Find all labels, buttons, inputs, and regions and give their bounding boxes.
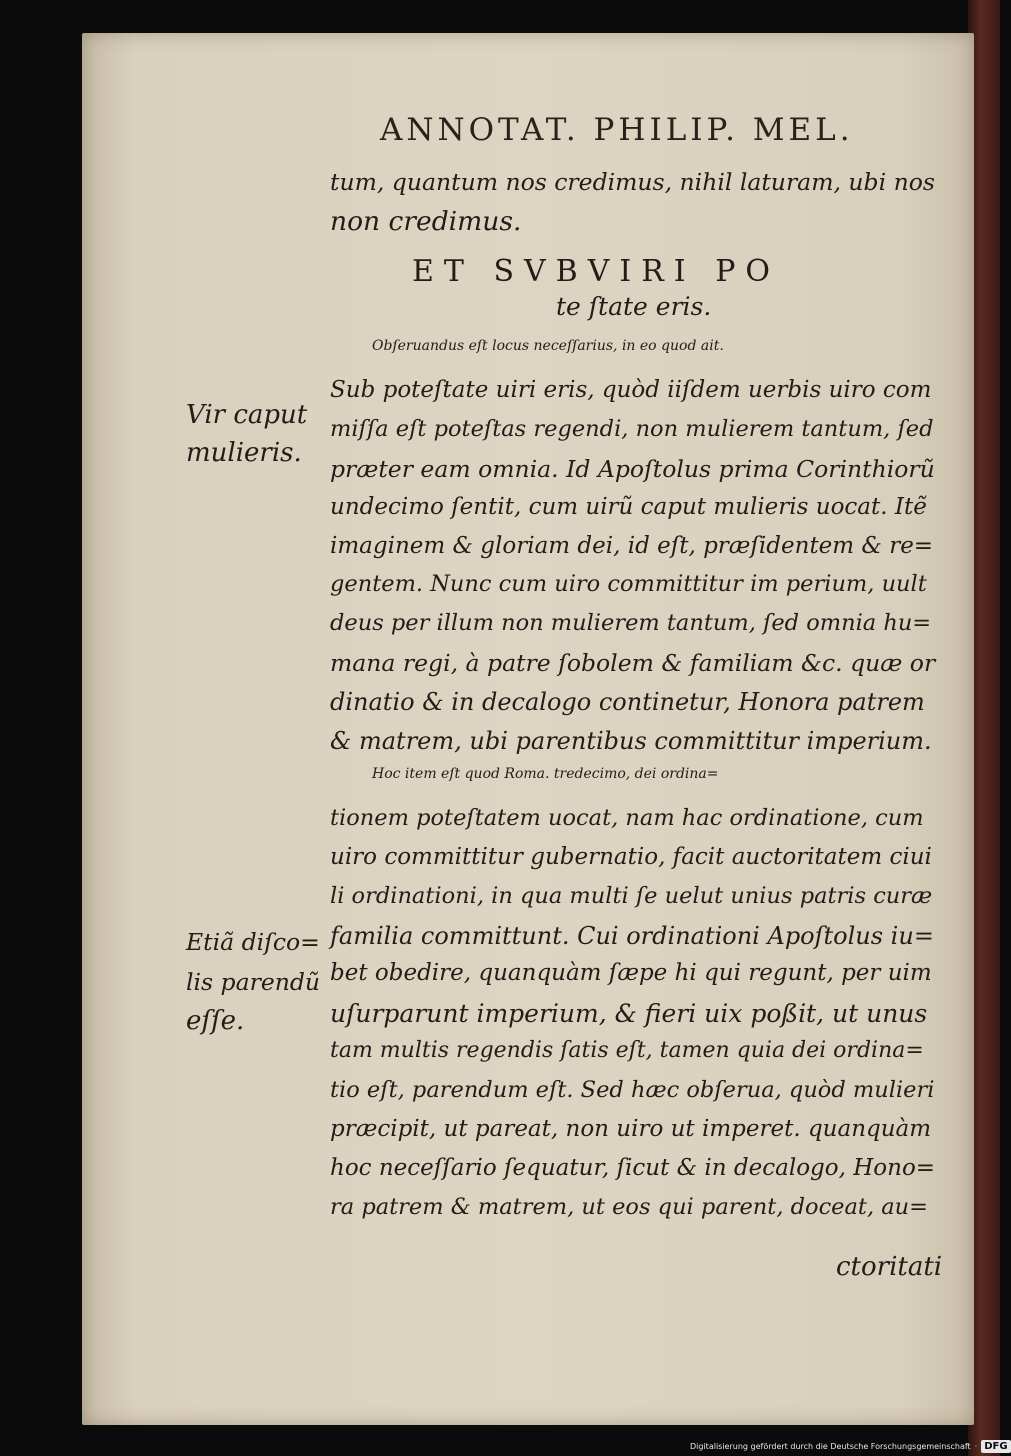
text-line: præter eam omnia. Id Apoſtolus prima Corinthiorũ [330, 454, 935, 483]
text-line: uiro committitur gubernatio, facit auctoritatem ciui [330, 843, 932, 870]
text-line: tio eſt, parendum eſt. Sed hæc obſerua, quòd mulieri [330, 1077, 935, 1104]
margin-note-line: Vir caput [186, 400, 308, 430]
text-line: li ordinationi, in qua multi ſe uelut unius patris curæ [330, 882, 933, 909]
text-line: & matrem, ubi parentibus committitur imperium. [330, 727, 932, 755]
text-line: dinatio & in decalogo continetur, Honora patrem [330, 688, 925, 717]
text-line: hoc neceſſario ſequatur, ſicut & in decalogo, Hono= [330, 1154, 936, 1181]
text-line: tam multis regendis ſatis eſt, tamen quia dei ordina= [330, 1038, 924, 1064]
text-line: bet obedire, quanquàm ſæpe hi qui regunt, per uim [330, 960, 932, 987]
margin-note-line: lis parendũ [186, 968, 321, 996]
text-line: Sub poteſtate uiri eris, quòd iiſdem uerbis uiro com [330, 376, 932, 403]
text-line: undecimo ſentit, cum uirũ caput mulieris uocat. Itẽ [330, 493, 927, 520]
text-line: præcipit, ut pareat, non uiro ut imperet. quanquàm [330, 1116, 932, 1142]
text-line: mana regi, à patre ſobolem & familiam &c. quæ or [330, 649, 936, 678]
text-line: miſſa eſt poteſtas regendi, non mulierem tantum, ſed [330, 415, 934, 442]
text-line: tum, quantum nos credimus, nihil laturam, ubi nos [330, 168, 935, 196]
text-line: Hoc item eſt quod Roma. tredecimo, dei ordina= [372, 765, 719, 782]
section-subtitle: te ſtate eris. [556, 292, 712, 321]
running-header: ANNOTAT. PHILIP. MEL. [380, 112, 854, 148]
catchword: ctoritati [836, 1252, 943, 1282]
text-line: ra patrem & matrem, ut eos qui parent, doceat, au= [330, 1193, 929, 1220]
text-line: deus per illum non mulierem tantum, ſed omnia hu= [330, 610, 932, 637]
text-line: imaginem & gloriam dei, id eſt, præſidentem & re= [330, 532, 934, 559]
dfg-logo-icon: DFG [981, 1440, 1010, 1453]
digitization-footer: Digitalisierung gefördert durch die Deutsche Forschungsgemeinschaft · DFG [690, 1438, 1011, 1454]
text-line: gentem. Nunc cum uiro committitur im perium, uult [330, 571, 927, 598]
footer-text: Digitalisierung gefördert durch die Deutsche Forschungsgemeinschaft [690, 1441, 971, 1451]
text-line: familia committunt. Cui ordinationi Apoſtolus iu= [330, 921, 934, 950]
section-title: ET SVBVIRI PO [412, 254, 780, 289]
text-line: Obſeruandus eſt locus neceſſarius, in eo quod ait. [372, 338, 724, 354]
text-line: non credimus. [330, 206, 522, 237]
text-line: tionem poteſtatem uocat, nam hac ordinatione, cum [330, 804, 924, 831]
margin-note-line: mulieris. [186, 438, 302, 468]
margin-note-line: Etiã diſco= [186, 928, 320, 956]
margin-note-line: eſſe. [186, 1006, 245, 1036]
text-line: uſurparunt imperium, & fieri uix poßit, ut unus [330, 999, 928, 1029]
